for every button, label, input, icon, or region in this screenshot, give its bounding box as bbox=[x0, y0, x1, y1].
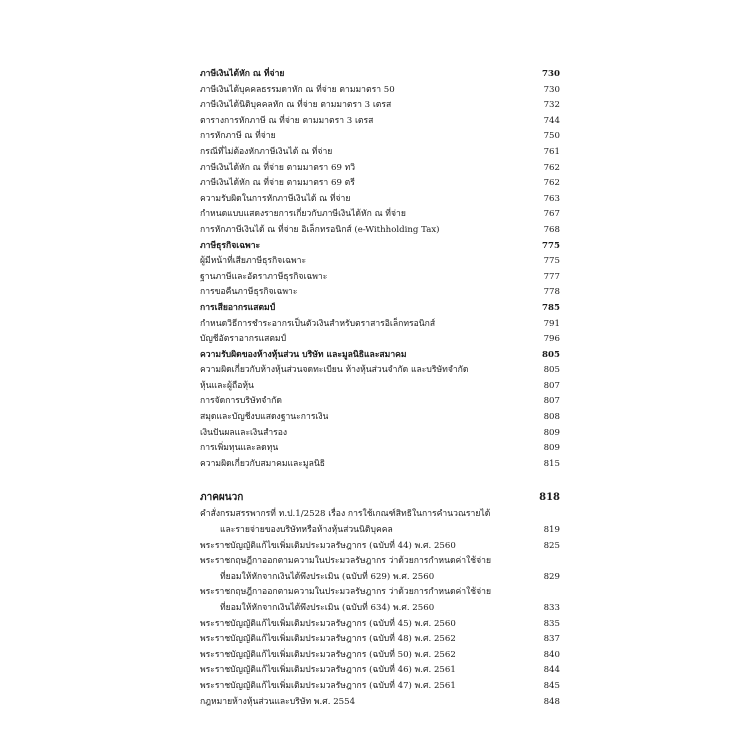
toc-entry-title: พระราชบัญญัติแก้ไขเพิ่มเติมประมวลรัษฎากร (ฉบับที่ 50) พ.ศ. 2562 bbox=[200, 649, 456, 660]
toc-entry-page: 763 bbox=[543, 193, 560, 204]
toc-entry bbox=[200, 601, 560, 617]
toc-entry-page: 761 bbox=[543, 146, 560, 157]
toc-entry-title: ภาษีธุรกิจเฉพาะ bbox=[200, 240, 261, 251]
toc-entry-page: 844 bbox=[543, 665, 560, 676]
toc-entry-page: 791 bbox=[543, 318, 560, 329]
toc-entry-title: กรณีที่ไม่ต้องหักภาษีเงินได้ ณ ที่จ่าย bbox=[200, 146, 333, 157]
toc-entry-title: พระราชกฤษฎีกาออกตามความในประมวลรัษฎากร ว่าด้วยการกำหนดค่าใช้จ่าย bbox=[200, 587, 492, 598]
toc-entry bbox=[200, 207, 560, 223]
toc-entry-page: 837 bbox=[543, 634, 560, 645]
toc-entry-title: ความผิดเกี่ยวกับห้างหุ้นส่วนจดทะเบียน ห้างหุ้นส่วนจำกัด และบริษัทจำกัด bbox=[200, 365, 469, 376]
toc-entry-title: พระราชบัญญัติแก้ไขเพิ่มเติมประมวลรัษฎากร (ฉบับที่ 47) พ.ศ. 2561 bbox=[200, 680, 456, 691]
toc-entry-title: กฎหมายห้างหุ้นส่วนและบริษัท พ.ศ. 2554 bbox=[200, 696, 356, 707]
toc-heading bbox=[200, 348, 560, 364]
toc-entry bbox=[200, 145, 560, 161]
toc-entry-title: ผู้มีหน้าที่เสียภาษีธุรกิจเฉพาะ bbox=[200, 256, 307, 267]
toc-entry-page: 785 bbox=[542, 302, 560, 313]
toc-entry-page: 840 bbox=[543, 649, 560, 660]
toc-entry-title: ความผิดเกี่ยวกับสมาคมและมูลนิธิ bbox=[200, 458, 325, 469]
toc-entry bbox=[200, 161, 560, 177]
toc-entry-page: 835 bbox=[543, 618, 560, 629]
toc-entry-page: 730 bbox=[543, 84, 560, 95]
toc-entry-page: 809 bbox=[543, 443, 560, 454]
toc-entry-page: 805 bbox=[542, 349, 560, 360]
toc-entry bbox=[200, 426, 560, 442]
toc-entry bbox=[200, 410, 560, 426]
toc-entry-title: สมุดและบัญชีงบแสดงฐานะการเงิน bbox=[200, 412, 329, 423]
toc-entry bbox=[200, 441, 560, 457]
toc-entry-title: ภาษีเงินได้หัก ณ ที่จ่าย ตามมาตรา 69 ตรี bbox=[200, 178, 355, 189]
toc-entry bbox=[200, 379, 560, 395]
toc-entry-line1 bbox=[200, 585, 560, 601]
toc-entry-title: บัญชีอัตราอากรแสตมป์ bbox=[200, 334, 287, 345]
toc-entry-page: 768 bbox=[543, 224, 560, 235]
toc-entry-page: 807 bbox=[543, 380, 560, 391]
toc-entry-title: การขอคืนภาษีธุรกิจเฉพาะ bbox=[200, 287, 298, 298]
toc-entry-title: เงินปันผลและเงินสำรอง bbox=[200, 427, 288, 438]
toc-entry-page: 775 bbox=[542, 240, 560, 251]
appendix-page: 818 bbox=[539, 492, 560, 504]
toc-entry-title: ฐานภาษีและอัตราภาษีธุรกิจเฉพาะ bbox=[200, 271, 328, 282]
toc-entry-title: ความรับผิดในการหักภาษีเงินได้ ณ ที่จ่าย bbox=[200, 193, 351, 204]
appendix-title: ภาคผนวก bbox=[200, 492, 244, 504]
toc-entry-title: หุ้นและผู้ถือหุ้น bbox=[200, 380, 254, 391]
toc-entry-title: ภาษีเงินได้หัก ณ ที่จ่าย ตามมาตรา 69 ทวิ bbox=[200, 162, 356, 173]
toc-entry-title: ภาษีเงินได้บุคคลธรรมดาหัก ณ ที่จ่าย ตามมาตรา 50 bbox=[200, 84, 395, 95]
toc-entry bbox=[200, 648, 560, 664]
toc-entry-title-continued: และรายจ่ายของบริษัทหรือห้างหุ้นส่วนนิติบุคคล bbox=[220, 525, 393, 536]
toc-entry-page: 808 bbox=[543, 412, 560, 423]
appendix-heading bbox=[200, 489, 560, 507]
toc-entry bbox=[200, 663, 560, 679]
toc-entry bbox=[200, 176, 560, 192]
toc-entry-title: พระราชกฤษฎีกาออกตามความในประมวลรัษฎากร ว่าด้วยการกำหนดค่าใช้จ่าย bbox=[200, 556, 492, 567]
toc-entry-page: 730 bbox=[542, 69, 560, 79]
table-of-contents bbox=[200, 67, 560, 710]
toc-entry bbox=[200, 254, 560, 270]
toc-entry bbox=[200, 270, 560, 286]
toc-entry-title: คำสั่งกรมสรรพากรที่ ท.ป.1/2528 เรื่อง การใช้เกณฑ์สิทธิในการคำนวณรายได้ bbox=[200, 509, 491, 520]
toc-entry bbox=[200, 285, 560, 301]
toc-entry bbox=[200, 192, 560, 208]
toc-entry-title: การเสียอากรแสตมป์ bbox=[200, 302, 276, 313]
toc-entry-page: 775 bbox=[543, 256, 560, 267]
toc-entry-page: 819 bbox=[543, 525, 560, 536]
toc-entry-title: กำหนดวิธีการชำระอากรเป็นตัวเงินสำหรับตราสารอิเล็กทรอนิกส์ bbox=[200, 318, 436, 329]
toc-entry bbox=[200, 114, 560, 130]
toc-entry-title: ตารางการหักภาษี ณ ที่จ่าย ตามมาตรา 3 เตรส bbox=[200, 115, 374, 126]
toc-entry-title: การหักภาษีเงินได้ ณ ที่จ่าย อิเล็กทรอนิกส์ (e-Withholding Tax) bbox=[200, 224, 440, 235]
toc-entry bbox=[200, 570, 560, 586]
toc-entry bbox=[200, 394, 560, 410]
toc-entry-page: 762 bbox=[543, 178, 560, 189]
toc-section-appendix bbox=[200, 507, 560, 710]
toc-heading bbox=[200, 67, 560, 83]
toc-entry bbox=[200, 617, 560, 633]
toc-entry-title: พระราชบัญญัติแก้ไขเพิ่มเติมประมวลรัษฎากร (ฉบับที่ 48) พ.ศ. 2562 bbox=[200, 634, 456, 645]
toc-entry bbox=[200, 98, 560, 114]
toc-entry-title: ความรับผิดของห้างหุ้นส่วน บริษัท และมูลนิธิและสมาคม bbox=[200, 349, 407, 360]
toc-heading bbox=[200, 301, 560, 317]
toc-entry bbox=[200, 632, 560, 648]
toc-entry-page: 778 bbox=[543, 287, 560, 298]
toc-heading bbox=[200, 239, 560, 255]
toc-entry-page: 833 bbox=[543, 603, 560, 613]
toc-entry-page: 744 bbox=[543, 115, 560, 126]
toc-entry-title: การจัดการบริษัทจำกัด bbox=[200, 396, 282, 407]
toc-entry-page: 807 bbox=[543, 396, 560, 407]
toc-entry bbox=[200, 539, 560, 555]
toc-entry-page: 809 bbox=[543, 427, 560, 438]
toc-entry-title: การหักภาษี ณ ที่จ่าย bbox=[200, 131, 276, 142]
toc-entry-title: พระราชบัญญัติแก้ไขเพิ่มเติมประมวลรัษฎากร (ฉบับที่ 45) พ.ศ. 2560 bbox=[200, 618, 456, 629]
toc-entry-title: พระราชบัญญัติแก้ไขเพิ่มเติมประมวลรัษฎากร (ฉบับที่ 46) พ.ศ. 2561 bbox=[200, 665, 456, 676]
toc-entry-title-continued: ที่ยอมให้หักจากเงินได้พึงประเมิน (ฉบับที่ 634) พ.ศ. 2560 bbox=[220, 603, 435, 613]
toc-entry-title: พระราชบัญญัติแก้ไขเพิ่มเติมประมวลรัษฎากร (ฉบับที่ 44) พ.ศ. 2560 bbox=[200, 540, 456, 551]
toc-entry bbox=[200, 523, 560, 539]
toc-entry-page: 767 bbox=[543, 209, 560, 220]
toc-entry-line1 bbox=[200, 507, 560, 523]
toc-entry bbox=[200, 317, 560, 333]
toc-entry-page: 845 bbox=[543, 680, 560, 691]
toc-entry bbox=[200, 83, 560, 99]
toc-section-main bbox=[200, 67, 560, 472]
toc-entry bbox=[200, 695, 560, 711]
toc-entry-page: 829 bbox=[543, 571, 560, 582]
toc-entry-title: กำหนดแบบแสดงรายการเกี่ยวกับภาษีเงินได้หัก ณ ที่จ่าย bbox=[200, 209, 406, 220]
toc-entry bbox=[200, 457, 560, 473]
toc-entry-page: 796 bbox=[543, 334, 560, 345]
toc-entry-title: ภาษีเงินได้หัก ณ ที่จ่าย bbox=[200, 69, 285, 79]
section-gap bbox=[200, 472, 560, 489]
toc-entry bbox=[200, 332, 560, 348]
toc-entry-page: 777 bbox=[543, 271, 560, 282]
toc-entry-page: 750 bbox=[543, 131, 560, 142]
toc-entry-title-continued: ที่ยอมให้หักจากเงินได้พึงประเมิน (ฉบับที่ 629) พ.ศ. 2560 bbox=[220, 571, 435, 582]
toc-entry-page: 805 bbox=[543, 365, 560, 376]
toc-entry bbox=[200, 363, 560, 379]
toc-entry-page: 815 bbox=[543, 458, 560, 469]
toc-entry-line1 bbox=[200, 554, 560, 570]
toc-entry-title: การเพิ่มทุนและลดทุน bbox=[200, 443, 279, 454]
toc-entry-title: ภาษีเงินได้นิติบุคคลหัก ณ ที่จ่าย ตามมาตรา 3 เตรส bbox=[200, 100, 392, 111]
toc-entry-page: 762 bbox=[543, 162, 560, 173]
toc-entry-page: 825 bbox=[543, 540, 560, 551]
toc-entry bbox=[200, 679, 560, 695]
toc-entry-page: 848 bbox=[543, 696, 560, 707]
toc-entry bbox=[200, 223, 560, 239]
toc-entry-page: 732 bbox=[543, 100, 560, 111]
toc-entry bbox=[200, 129, 560, 145]
